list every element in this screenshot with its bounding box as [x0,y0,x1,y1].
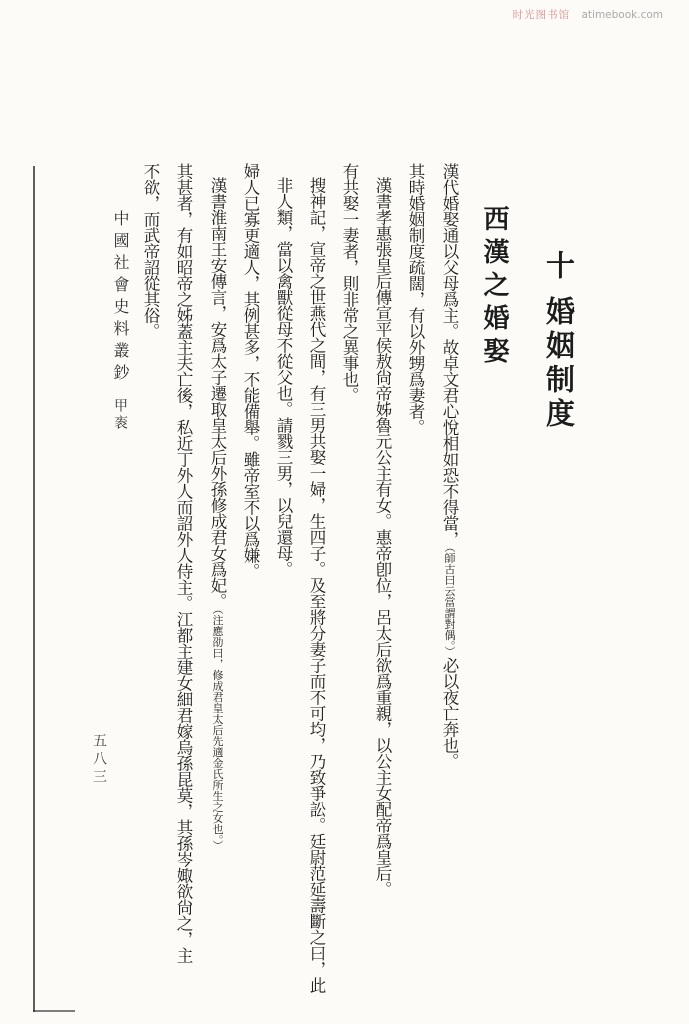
chapter-heading [536,163,580,1013]
text-segment-note: （注應劭曰，修成君皇太后先適金氏所生之女也。） [211,609,223,851]
text-segment-normal: 西漢之婚娶 [480,205,509,370]
text-segment-margin-title: 中國社會史料叢鈔 [111,210,128,386]
text-segment-normal: 其時婚姻制度疏闊，有以外甥爲妻者。 [406,163,425,435]
page-number: 五八三 [91,733,106,787]
text-segment-normal: 漢書淮南王安傳言，安爲太子遷取皇太后外孫修成君女爲妃。 [208,177,227,609]
paragraph-column-6 [134,163,167,1013]
text-segment-normal: 婦人已寡更適人，其例甚多，不能備舉。雖帝室不以爲嫌。 [241,163,260,579]
text-segment-normal: 不欲，而武帝詔從其俗。 [141,163,160,339]
page-foot-line [33,1010,75,1012]
watermark-site-url: atimebook.com [581,9,663,21]
quote-column-soushenji-1 [300,163,333,1013]
quote-column-huainan [200,163,234,1013]
text-segment-normal: 搜神記，宣帝之世燕代之間，有三男共娶一婦，生四子。及至將分妻子而不可均，乃致爭訟。廷尉范延壽斷之曰，此 [307,177,326,993]
text-segment-chapter-number: 十 [542,250,574,284]
text-segment-note: （師古曰云當謂對偶。） [443,547,455,657]
text-segment-normal: 漢書孝惠張皇后傳宣平侯敖尙帝姊魯元公主有女。惠帝卽位，呂太后欲爲重親，以公主女配帝爲皇后。 [373,177,392,897]
section-heading [474,163,514,1013]
text-segment-normal: 漢代婚娶通以父母爲主。故卓文君心悅相如恐不得當， [440,163,459,547]
text-segment-margin-volume: 甲袠 [112,398,127,432]
quote-column-hanshu-zhang [366,163,399,1013]
text-segment-normal: 其甚者，有如昭帝之姊蓋主夫亡後，私近丁外人而詔外人侍主。江都主建女細君嫁烏孫昆莫，其孫岑娵欲尙之，主 [174,163,193,963]
text-segment-normal: 必以夜亡奔也。 [440,657,459,769]
text-segment-chapter-title: 婚姻制度 [542,296,574,432]
watermark-site-name: 时光图书馆 [512,9,571,21]
paragraph-column-4 [234,163,267,1013]
watermark [513,7,663,22]
quote-column-soushenji-2 [267,163,300,1013]
margin-running-title [104,163,134,1013]
text-segment-normal: 有共娶一妻者，則非常之異事也。 [340,163,359,403]
page-fold-line [33,166,35,1012]
paragraph-column-5 [167,163,200,1013]
text-segment-normal: 非人類，當以禽獸從母不從父也。請戮三男，以兒還母。 [274,177,293,577]
paragraph-column-3 [333,163,366,1013]
paragraph-column-1 [432,163,466,1013]
vertical-text-area [92,163,580,1013]
paragraph-column-2 [399,163,432,1013]
